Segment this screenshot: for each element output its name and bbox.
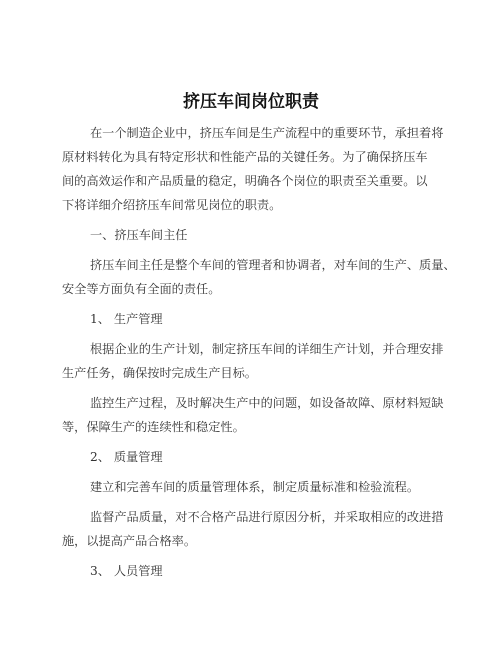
item1-para2-line-2: 等，保障生产的连续性和稳定性。 <box>62 420 245 434</box>
item2-para2-line-2: 施，以提高产品合格率。 <box>62 534 197 548</box>
item1-para1-line-1: 根据企业的生产计划，制定挤压车间的详细生产计划，并合理安排 <box>90 342 444 356</box>
item1-para2-line-1: 监控生产过程，及时解决生产中的问题，如设备故障、原材料短缺 <box>90 396 444 410</box>
item1-para1-line-2: 生产任务，确保按时完成生产目标。 <box>62 366 257 380</box>
intro-line-2: 原材料转化为具有特定形状和性能产品的关键任务。为了确保挤压车 <box>62 150 428 164</box>
item2-para1-line-1: 建立和完善车间的质量管理体系，制定质量标准和检验流程。 <box>90 480 420 494</box>
item-heading-1: 1、 生产管理 <box>90 312 163 326</box>
section1-desc-line-2: 安全等方面负有全面的责任。 <box>62 282 221 296</box>
intro-line-4: 下将详细介绍挤压车间常见岗位的职责。 <box>62 198 282 212</box>
intro-line-1: 在一个制造企业中，挤压车间是生产流程中的重要环节，承担着将 <box>90 126 444 140</box>
section1-desc-line-1: 挤压车间主任是整个车间的管理者和协调者，对车间的生产、质量、 <box>90 258 456 272</box>
section-heading-1: 一、挤压车间主任 <box>90 228 188 242</box>
item-heading-2: 2、 质量管理 <box>90 450 163 464</box>
item-heading-3: 3、 人员管理 <box>90 564 163 578</box>
document-title: 挤压车间岗位职责 <box>183 92 319 112</box>
item2-para2-line-1: 监督产品质量，对不合格产品进行原因分析，并采取相应的改进措 <box>90 510 444 524</box>
intro-line-3: 间的高效运作和产品质量的稳定，明确各个岗位的职责至关重要。以 <box>62 174 428 188</box>
